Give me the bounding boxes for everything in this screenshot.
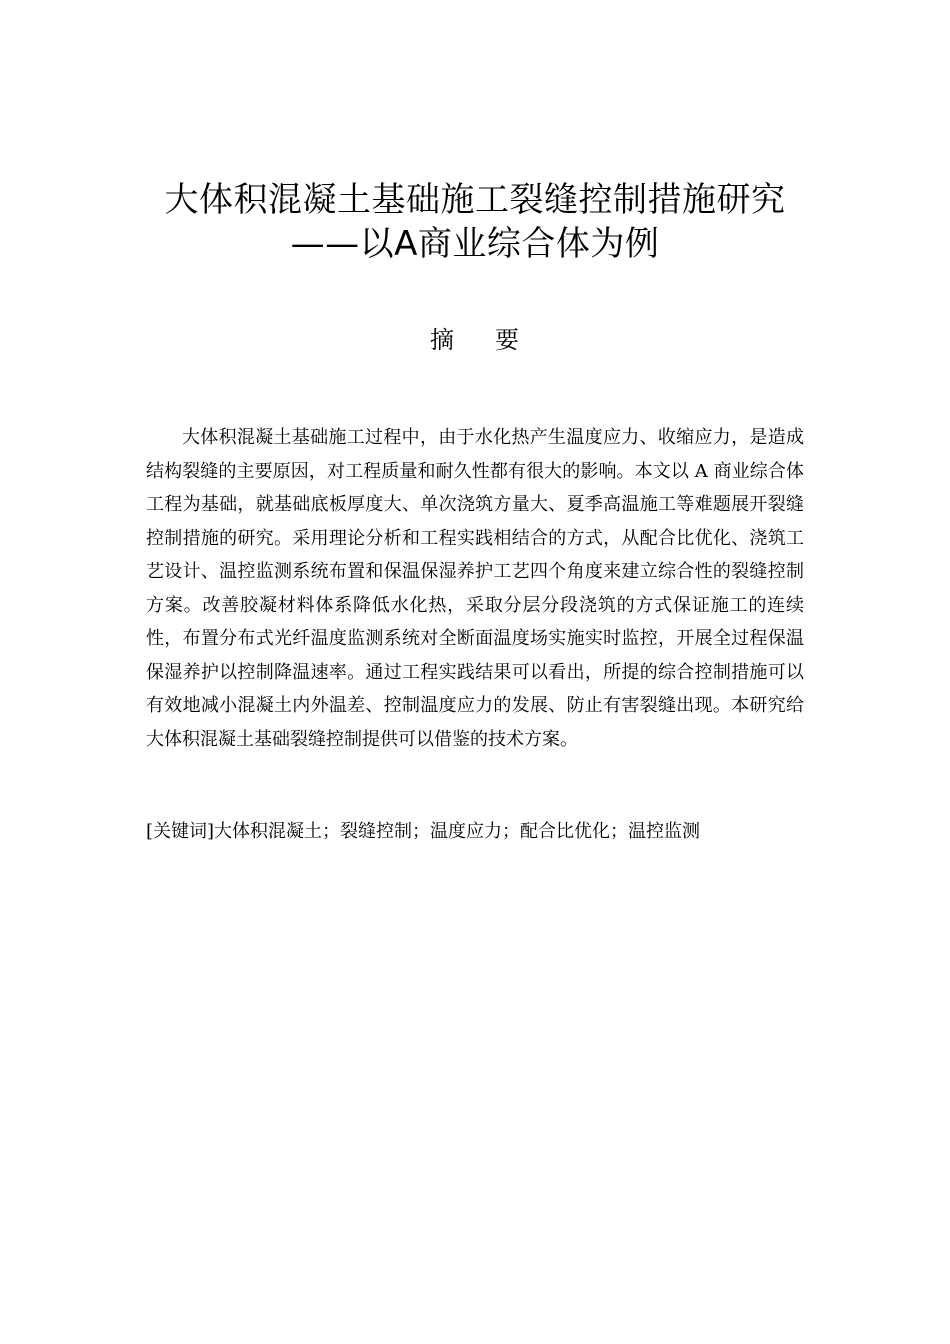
abstract-heading [0, 322, 950, 358]
abstract-heading-char-2: 要 [495, 326, 520, 354]
title-line-subtitle: ——以A商业综合体为例 [290, 224, 660, 264]
title-line-main: 大体积混凝土基础施工裂缝控制措施研究 [164, 180, 786, 220]
keywords-line: [关键词]大体积混凝土；裂缝控制；温度应力；配合比优化；温控监测 [146, 821, 701, 842]
abstract-paragraph: 大体积混凝土基础施工过程中，由于水化热产生温度应力、收缩应力，是造成结构裂缝的主要原因，对工程质量和耐久性都有很大的影响。本文以 A 商业综合体工程为基础，就基础底板厚度大、单次浇筑方量大、夏季高温施工等难题展开裂缝控制措施的研究。采用理论分析和工程实践相结合的方式，从配合比优化、浇筑工艺设计、温控监测系统布置和保温保湿养护工艺四个角度来建立综合性的裂缝控制方案。改善胶凝材料体系降低水化热，采取分层分段浇筑的方式保证施工的连续性，布置分布式光纤温度监测系统对全断面温度场实施实时监控，开展全过程保温保湿养护以控制降温速率。通过工程实践结果可以看出，所提的综合控制措施可以有效地减小混凝土内外温差、控制温度应力的发展、防止有害裂缝出现。本研究给大体积混凝土基础裂缝控制提供可以借鉴的技术方案。 [146, 427, 804, 750]
abstract-heading-char-1: 摘 [430, 326, 455, 354]
paper-title [60, 178, 890, 266]
